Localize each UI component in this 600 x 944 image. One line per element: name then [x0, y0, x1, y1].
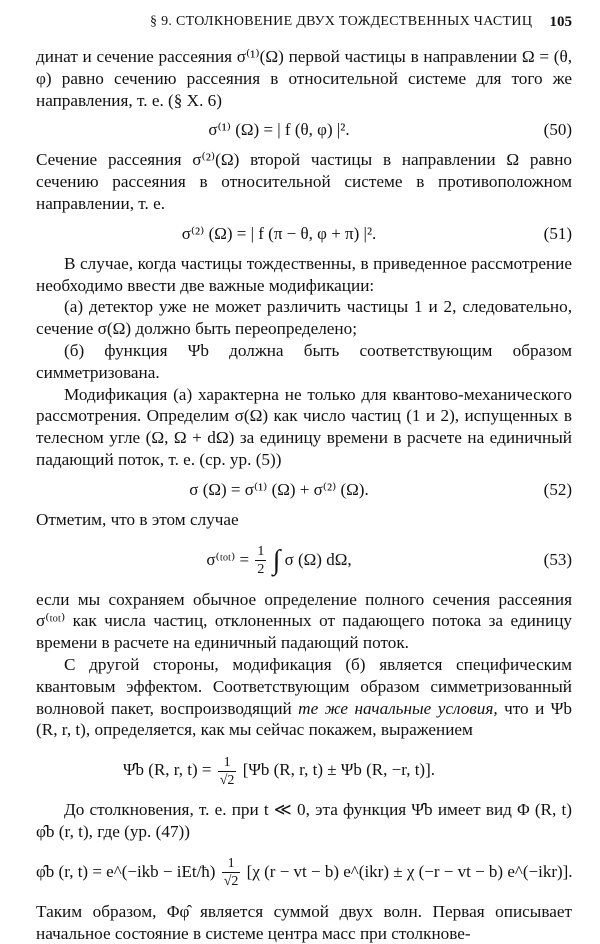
fraction-numerator: 1 [257, 544, 265, 560]
equation-53 [36, 536, 572, 584]
running-header [0, 14, 600, 36]
fraction-denominator: √2 [223, 874, 239, 890]
eq-rhs: σ (Ω) dΩ, [284, 549, 352, 569]
integral-sign: ∫ [272, 544, 281, 576]
paragraph-2: Сечение рассеяния σ⁽²⁾(Ω) второй частицы в направлении Ω равно сечению рассеяния в относительной системе в противоположном направлении, т. е. [36, 150, 572, 213]
equation-formula: σ⁽¹⁾ (Ω) = | f (θ, φ) |². [208, 120, 350, 140]
fraction-denominator: √2 [219, 772, 235, 788]
equation-formula [36, 536, 522, 585]
eq-lhs: σ⁽ᵗᵒᵗ⁾ = [206, 549, 250, 569]
fraction-numerator: 1 [222, 855, 241, 873]
equation-52 [36, 476, 572, 504]
fraction-numerator: 1 [218, 754, 237, 772]
paragraph-4: (а) детектор уже не может различить частицы 1 и 2, следовательно, сечение σ(Ω) должно быть переопределено; [36, 297, 572, 339]
paragraph-9-text-b: что и Ψb (R, r, t), определяется, как мы сейчас покажем, выражением [36, 698, 573, 740]
paragraph-5: (б) функция Ψb должна быть соответствующим образом симметризована. [36, 340, 572, 382]
equation-number: (51) [543, 223, 572, 243]
equation-formula [36, 848, 573, 896]
section-title: § 9. СТОЛКНОВЕНИЕ ДВУХ ТОЖДЕСТВЕННЫХ ЧАСТИЦ [150, 14, 533, 29]
equation-number: (52) [543, 479, 572, 499]
paragraph-6: Модификация (а) характерна не только для квантово-механического рассмотрения. Определим σ(Ω) как число частиц (1 и 2), испущенных в телесном угле (Ω, Ω + dΩ) за единицу времени в расчете на единичный падающий поток, т. е. (ср. ур. (5)) [36, 384, 572, 469]
eq-rhs: [χ (r − vt − b) e^(ikr) ± χ (−r − vt − b) e^(−ikr)]. [246, 861, 573, 881]
equation-51 [36, 220, 572, 248]
paragraph-11: Таким образом, Φφ̂ является суммой двух волн. Первая описывает начальное состояние в системе центра масс при столкнове- [36, 901, 572, 943]
paragraph-3: В случае, когда частицы тождественны, в приведенное рассмотрение необходимо ввести две важные модификации: [36, 253, 572, 295]
paragraph-8: если мы сохраняем обычное определение полного сечения рассеяния σ⁽ᵗᵒᵗ⁾ как числа частиц, отклоненных от падающего потока за единицу времени в расчете на единичный падающий поток. [36, 589, 572, 653]
paragraph-1: динат и сечение рассеяния σ⁽¹⁾(Ω) первой частицы в направлении Ω = (θ, φ) равно сечению рассеяния в относительной системе для того же направления, т. е. (§ X. 6) [36, 47, 572, 110]
paragraph-10: До столкновения, т. е. при t ≪ 0, эта функция Ψ̂b имеет вид Φ (R, t) φ̂b (r, t), где (ур. (47)) [36, 800, 572, 841]
emphasis-text: те же начальные условия, [298, 698, 498, 718]
paragraph-9-text-a: С другой стороны, модификация (б) является специфическим квантовым эффектом. Соответствующим образом симметризованный волновой пакет, воспроизводящий [36, 654, 572, 718]
page-body [36, 46, 572, 944]
equation-psi-symmetrized [36, 746, 572, 794]
equation-phi-initial [36, 848, 572, 896]
paragraph-9 [36, 654, 572, 741]
eq-rhs: [Ψb (R, r, t) ± Ψb (R, −r, t)]. [242, 760, 435, 780]
equation-formula: σ⁽²⁾ (Ω) = | f (π − θ, φ + π) |². [181, 223, 377, 243]
fraction [255, 543, 266, 578]
equation-50 [36, 116, 572, 144]
equation-formula [36, 746, 522, 794]
eq-lhs: φ̂b (r, t) = e^(−ikb − iEt/ħ) [36, 861, 216, 881]
fraction-denominator: 2 [257, 562, 265, 578]
equation-formula: σ (Ω) = σ⁽¹⁾ (Ω) + σ⁽²⁾ (Ω). [189, 479, 369, 499]
fraction [218, 754, 237, 789]
eq-lhs: Ψ̂b (R, r, t) = [123, 760, 212, 780]
page-number: 105 [549, 14, 572, 30]
fraction [222, 855, 241, 890]
equation-number: (53) [543, 549, 572, 569]
paragraph-7: Отметим, что в этом случае [36, 509, 239, 529]
equation-number: (50) [543, 120, 572, 140]
